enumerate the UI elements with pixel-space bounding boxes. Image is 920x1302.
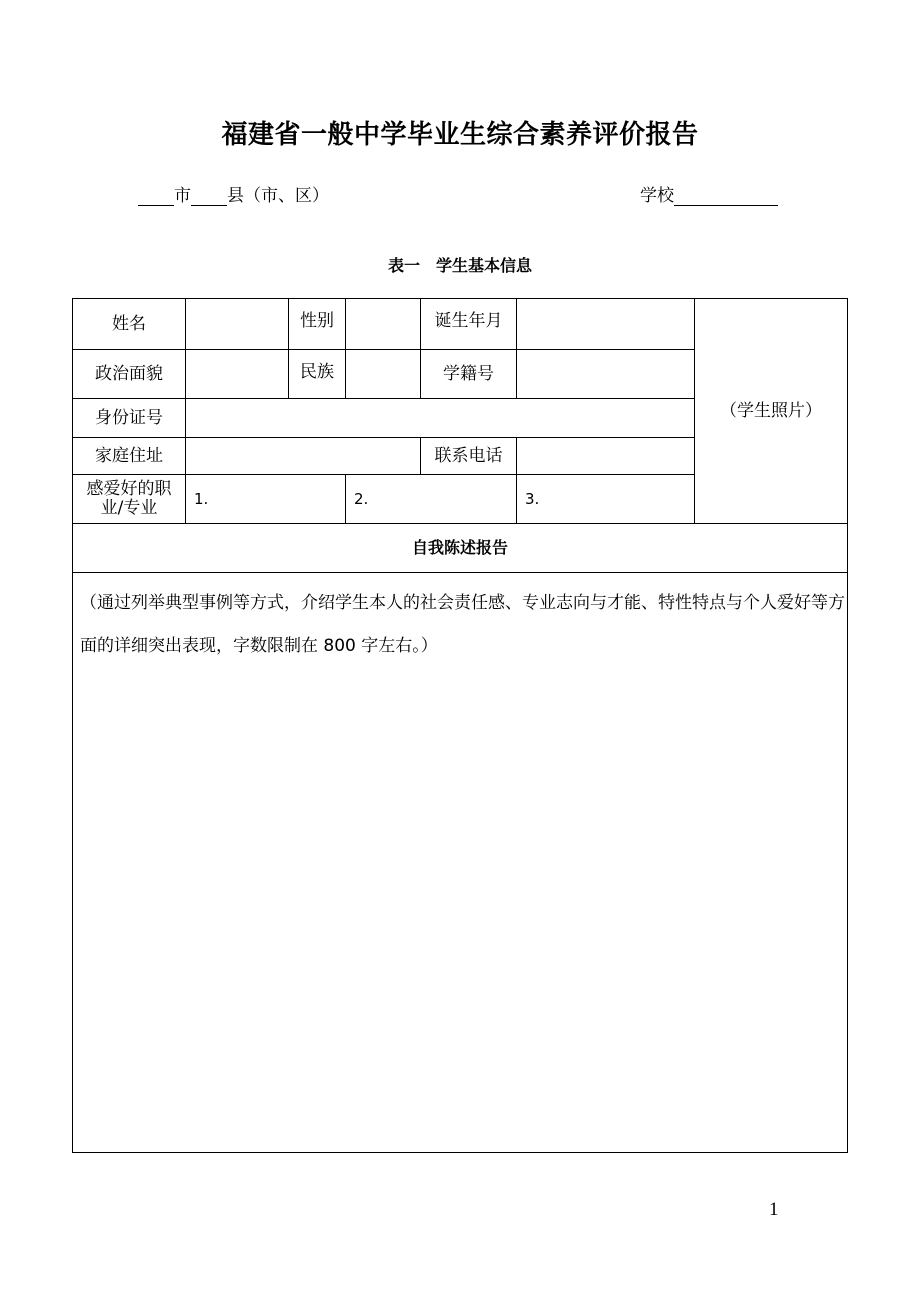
photo-placeholder[interactable]: （学生照片） [720, 401, 822, 421]
address-input[interactable] [186, 438, 420, 474]
name-label: 姓名 [112, 314, 146, 334]
self-report-instructions: （通过列举典型事例等方式，介绍学生本人的社会责任感、专业志向与才能、特性特点与个人爱好等方面的详细突出表现，字数限制在 800 字左右。） [80, 593, 845, 656]
school-label: 学校 [640, 186, 674, 206]
gender-label: 性别 [300, 311, 334, 331]
interest-3[interactable]: 3. [525, 490, 540, 508]
interest-1[interactable]: 1. [194, 490, 209, 508]
id-card-label: 身份证号 [95, 408, 163, 428]
address-label: 家庭住址 [95, 446, 163, 466]
phone-label: 联系电话 [434, 446, 503, 466]
city-field [138, 181, 329, 206]
phone-input[interactable] [517, 438, 694, 474]
school-blank[interactable] [674, 185, 778, 206]
self-report-title: 自我陈述报告 [411, 538, 508, 557]
id-card-input[interactable] [186, 399, 694, 437]
birth-label: 诞生年月 [434, 311, 503, 331]
school-field [640, 181, 778, 206]
self-report-textarea[interactable] [80, 680, 845, 1148]
county-label: 县（市、区） [227, 186, 329, 206]
student-id-input[interactable] [517, 350, 694, 398]
name-input[interactable] [186, 299, 288, 349]
gender-input[interactable] [346, 299, 420, 349]
political-label: 政治面貌 [95, 364, 163, 384]
row-divider [73, 572, 847, 573]
political-input[interactable] [186, 350, 288, 398]
interest-label: 感爱好的职业/专业 [86, 479, 172, 518]
student-id-label: 学籍号 [443, 364, 494, 384]
table-caption: 表一 学生基本信息 [387, 256, 532, 275]
ethnicity-label: 民族 [300, 362, 334, 382]
page-title: 福建省一般中学毕业生综合素养评价报告 [221, 120, 699, 150]
birth-input[interactable] [517, 299, 694, 349]
county-blank[interactable] [191, 185, 227, 206]
city-label: 市 [174, 186, 191, 206]
interest-2[interactable]: 2. [354, 490, 369, 508]
page-number: 1 [769, 1199, 779, 1220]
ethnicity-input[interactable] [346, 350, 420, 398]
city-blank[interactable] [138, 185, 174, 206]
